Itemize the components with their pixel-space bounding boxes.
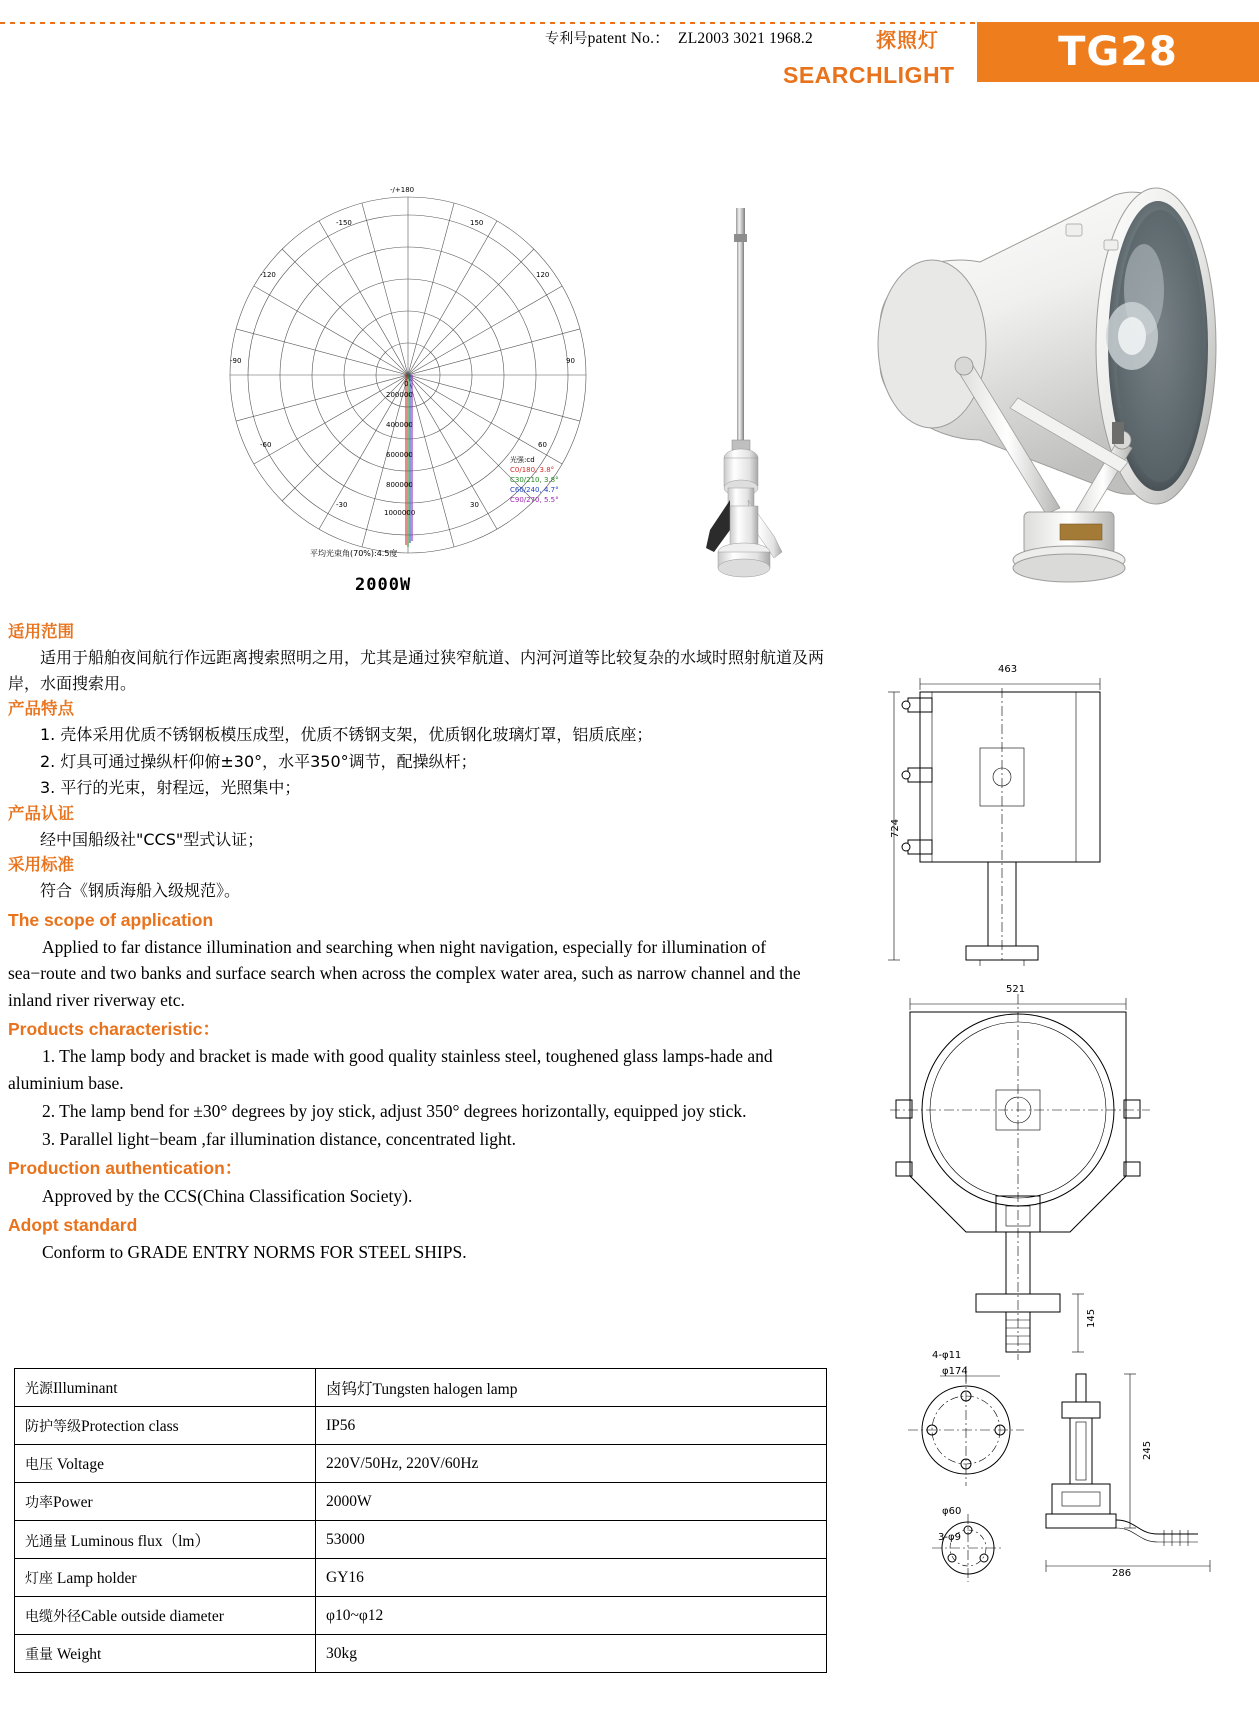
- heading-features-cn: 产品特点: [8, 699, 74, 719]
- spec-key-power: [15, 1483, 316, 1521]
- polar-legend-item-1: C30/210, 3.8°: [510, 476, 559, 484]
- svg-text:120: 120: [536, 271, 550, 279]
- spec-key-en: Power: [53, 1493, 93, 1511]
- polar-wattage-label: 2000W: [355, 575, 412, 595]
- spec-key-en: Protection class: [81, 1417, 179, 1435]
- base-and-joystick-detail-drawing: [880, 1360, 1259, 1610]
- text-feature-en-2: 2. The lamp bend for ±30° degrees by joy stick, adjust 350° degrees horizontally, equipped joy stick.: [42, 1100, 747, 1121]
- searchlight-product-photo: [860, 140, 1250, 600]
- product-imagery: [0, 110, 1259, 610]
- spec-value-lamp-holder: GY16: [316, 1559, 827, 1597]
- joystick-product-photo: [690, 200, 820, 600]
- side-view-drawing: [880, 660, 1259, 970]
- spec-value-cable-diameter: φ10~φ12: [316, 1597, 827, 1635]
- table-row: [15, 1445, 827, 1483]
- spec-key-cn: 光通量: [25, 1533, 67, 1550]
- heading-scope-en: The scope of application: [8, 909, 214, 930]
- svg-text:1000000: 1000000: [384, 509, 416, 517]
- table-row: [15, 1559, 827, 1597]
- product-title-en: SEARCHLIGHT: [783, 62, 955, 88]
- spec-key-luminous-flux: [15, 1521, 316, 1559]
- table-row: [15, 1483, 827, 1521]
- spec-key-cable-diameter: [15, 1597, 316, 1635]
- spec-key-en: Weight: [53, 1645, 102, 1663]
- dim-base-holes: 4-φ11: [932, 1350, 962, 1361]
- spec-key-cn: 功率: [25, 1494, 53, 1511]
- text-feature-cn-2: 2. 灯具可通过操纵杆仰俯±30°，水平350°调节，配操纵杆；: [40, 751, 477, 771]
- polar-footnote: 平均光束角(70%):4.5度: [310, 549, 398, 558]
- text-scope-cn: 适用于船舶夜间航行作远距离搜索照明之用，尤其是通过狭窄航道、内河河道等比较复杂的水域时照射航道及两岸，水面搜索用。: [8, 647, 825, 693]
- svg-text:-30: -30: [336, 501, 348, 509]
- svg-text:-90: -90: [230, 357, 242, 365]
- dim-side-width: 463: [998, 664, 1018, 675]
- spec-key-voltage: [15, 1445, 316, 1483]
- patent-label-cn: 专利号: [545, 31, 588, 47]
- dim-bolt-circle: φ174: [942, 1366, 968, 1377]
- dim-joystick-holes: 3-φ9: [938, 1532, 961, 1543]
- polar-legend-item-0: C0/180, 3.8°: [510, 466, 555, 474]
- spec-key-cn: 灯座: [25, 1570, 53, 1587]
- patent-label-en: patent No.：: [587, 30, 670, 47]
- heading-scope-cn: 适用范围: [8, 622, 74, 641]
- spec-value-luminous-flux: 53000: [316, 1521, 827, 1559]
- polar-light-distribution-diagram: [218, 185, 598, 565]
- patent-line: [545, 26, 813, 48]
- dim-front-width: 521: [1006, 984, 1026, 995]
- text-feature-cn-3: 3. 平行的光束，射程远，光照集中；: [40, 778, 301, 798]
- text-certification-cn: 经中国船级社"CCS"型式认证；: [40, 829, 264, 849]
- dim-side-height: 724: [890, 818, 901, 838]
- spec-key-lamp-holder: [15, 1559, 316, 1597]
- spec-key-illuminant: [15, 1369, 316, 1407]
- technical-drawings: [880, 660, 1259, 1700]
- patent-number: ZL2003 3021 1968.2: [678, 30, 813, 47]
- table-row: [15, 1597, 827, 1635]
- svg-text:90: 90: [566, 357, 575, 365]
- spec-value-illuminant: 卤钨灯Tungsten halogen lamp: [316, 1369, 827, 1407]
- svg-text:800000: 800000: [386, 481, 413, 489]
- svg-text:0: 0: [404, 380, 409, 388]
- dim-joystick-circle: φ60: [942, 1506, 962, 1517]
- svg-text:-60: -60: [260, 441, 272, 449]
- model-badge: [977, 22, 1259, 82]
- spec-value-voltage: 220V/50Hz, 220V/60Hz: [316, 1445, 827, 1483]
- table-row: [15, 1407, 827, 1445]
- text-feature-cn-1: 1. 壳体采用优质不锈钢板模压成型，优质不锈钢支架，优质钢化玻璃灯罩，铝质底座；: [40, 725, 653, 745]
- product-title-cn: 探照灯: [876, 28, 939, 52]
- spec-key-cn: 光源: [25, 1380, 53, 1397]
- text-adopt-standard-en: Conform to GRADE ENTRY NORMS FOR STEEL SHIPS.: [42, 1242, 467, 1263]
- heading-features-en: Products characteristic：: [8, 1018, 221, 1039]
- spec-key-en: Luminous flux（lm）: [67, 1532, 210, 1550]
- spec-key-en: Illuminant: [53, 1379, 118, 1397]
- spec-key-cn: 电缆外径: [25, 1608, 81, 1625]
- spec-key-cn: 防护等级: [25, 1418, 81, 1435]
- description-content: [8, 620, 828, 1268]
- heading-certification-cn: 产品认证: [8, 803, 74, 823]
- specification-table: [14, 1368, 827, 1673]
- svg-text:-120: -120: [260, 271, 276, 279]
- table-row: [15, 1635, 827, 1673]
- table-row: [15, 1369, 827, 1407]
- text-feature-en-3: 3. Parallel light−beam ,far illumination distance, concentrated light.: [42, 1129, 516, 1150]
- svg-text:150: 150: [470, 219, 484, 227]
- svg-text:60: 60: [538, 441, 547, 449]
- svg-text:-/+180: -/+180: [390, 186, 415, 194]
- text-scope-en: Applied to far distance illumination and searching when night navigation, especially for illumination of sea−route and two banks and surface search when across the complex water area, such as narrow channel and the inland river riverway etc.: [8, 937, 801, 1010]
- heading-authentication-en: Production authentication：: [8, 1158, 243, 1179]
- page-header: [0, 0, 1259, 96]
- dim-base-height: 145: [1086, 1308, 1097, 1328]
- dim-joystick-width: 286: [1112, 1568, 1132, 1579]
- polar-legend-title: 光强:cd: [510, 456, 535, 464]
- polar-legend: [510, 455, 559, 505]
- dim-joystick-height: 245: [1142, 1440, 1153, 1460]
- polar-legend-item-2: C60/240, 4.7°: [510, 486, 559, 494]
- text-authentication-en: Approved by the CCS(China Classification Society).: [42, 1185, 413, 1206]
- front-view-drawing: [880, 980, 1259, 1370]
- table-row: [15, 1521, 827, 1559]
- text-feature-en-1: 1. The lamp body and bracket is made with good quality stainless steel, toughened glass lamps-hade and aluminium base.: [8, 1046, 773, 1093]
- spec-value-power: 2000W: [316, 1483, 827, 1521]
- spec-key-en: Lamp holder: [53, 1569, 137, 1587]
- spec-key-en: Voltage: [53, 1455, 104, 1473]
- svg-text:400000: 400000: [386, 421, 413, 429]
- spec-key-en: Cable outside diameter: [81, 1607, 224, 1625]
- text-standard-cn: 符合《钢质海船入级规范》。: [40, 881, 241, 901]
- heading-standard-cn: 采用标准: [8, 855, 74, 875]
- svg-text:600000: 600000: [386, 451, 413, 459]
- spec-key-protection-class: [15, 1407, 316, 1445]
- heading-adopt-standard-en: Adopt standard: [8, 1214, 138, 1235]
- svg-text:-150: -150: [336, 219, 352, 227]
- polar-legend-item-3: C90/270, 5.5°: [510, 496, 559, 504]
- spec-key-cn: 重量: [25, 1646, 53, 1663]
- model-number: TG28: [1058, 29, 1178, 75]
- svg-text:200000: 200000: [386, 391, 413, 399]
- spec-key-weight: [15, 1635, 316, 1673]
- spec-value-protection-class: IP56: [316, 1407, 827, 1445]
- spec-key-cn: 电压: [25, 1456, 53, 1473]
- svg-text:30: 30: [470, 501, 479, 509]
- spec-value-weight: 30kg: [316, 1635, 827, 1673]
